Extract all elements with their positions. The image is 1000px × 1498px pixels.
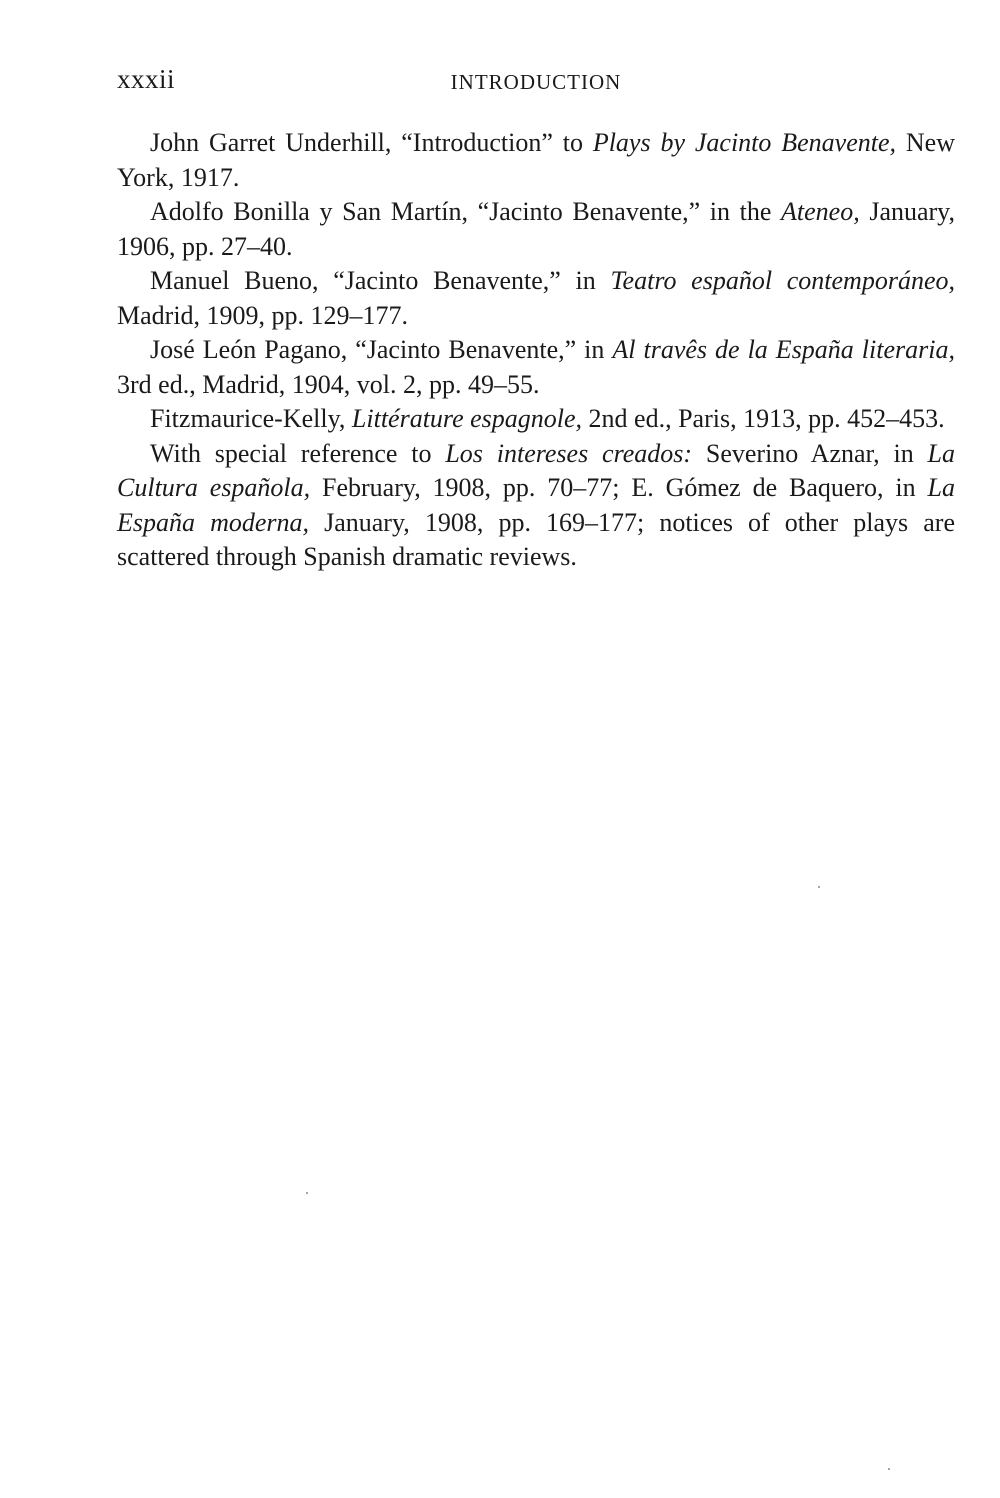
scan-speck (818, 886, 820, 888)
work-title: Al travês de la España literaria, (612, 335, 955, 364)
bibliography-entry-fitzmaurice-kelly: Fitzmaurice-Kelly, Littérature espagnole, 2nd ed., Paris, 1913, pp. 452–453. (150, 404, 945, 433)
work-title: Plays by Jacinto Benavente, (592, 128, 897, 157)
page-number: xxxii (117, 64, 176, 94)
work-title: Los intereses creados: (445, 438, 693, 468)
work-title: Ateneo, (781, 197, 860, 226)
bibliography (117, 126, 955, 575)
work-title: Teatro español contemporáneo, (610, 266, 955, 295)
bibliography-entry-bonilla: Adolfo Bonilla y San Martín, “Jacinto Benavente,” in the Ateneo, January, 1906, pp. 27–40. (117, 197, 955, 261)
bibliography-entry-bueno: Manuel Bueno, “Jacinto Benavente,” in Teatro español contemporáneo, Madrid, 1909, pp. 129–177. (117, 266, 955, 330)
running-title: INTRODUCTION (450, 70, 622, 94)
work-title: La Cultura española, (117, 438, 956, 502)
work-title: Littérature espagnole, (351, 404, 583, 433)
scan-speck (888, 1468, 890, 1470)
running-head (117, 64, 955, 104)
bibliography-entry-special-reference: With special reference to Los intereses creados: Severino Aznar, in La Cultura española, February, 1908, pp. 70–77; E. Gómez de Baquero, in La España moderna, January, 1908, pp. 169–177; notices of other plays are scattered through Spanish dramatic reviews. (117, 438, 956, 571)
bibliography-entry-underhill: John Garret Underhill, “Introduction” to Plays by Jacinto Benavente, New York, 1917. (117, 128, 955, 192)
scan-speck (306, 1192, 308, 1194)
work-title: La España moderna, (117, 473, 955, 537)
page (117, 64, 955, 575)
bibliography-entry-pagano: José León Pagano, “Jacinto Benavente,” in Al travês de la España literaria, 3rd ed., Madrid, 1904, vol. 2, pp. 49–55. (117, 335, 955, 399)
